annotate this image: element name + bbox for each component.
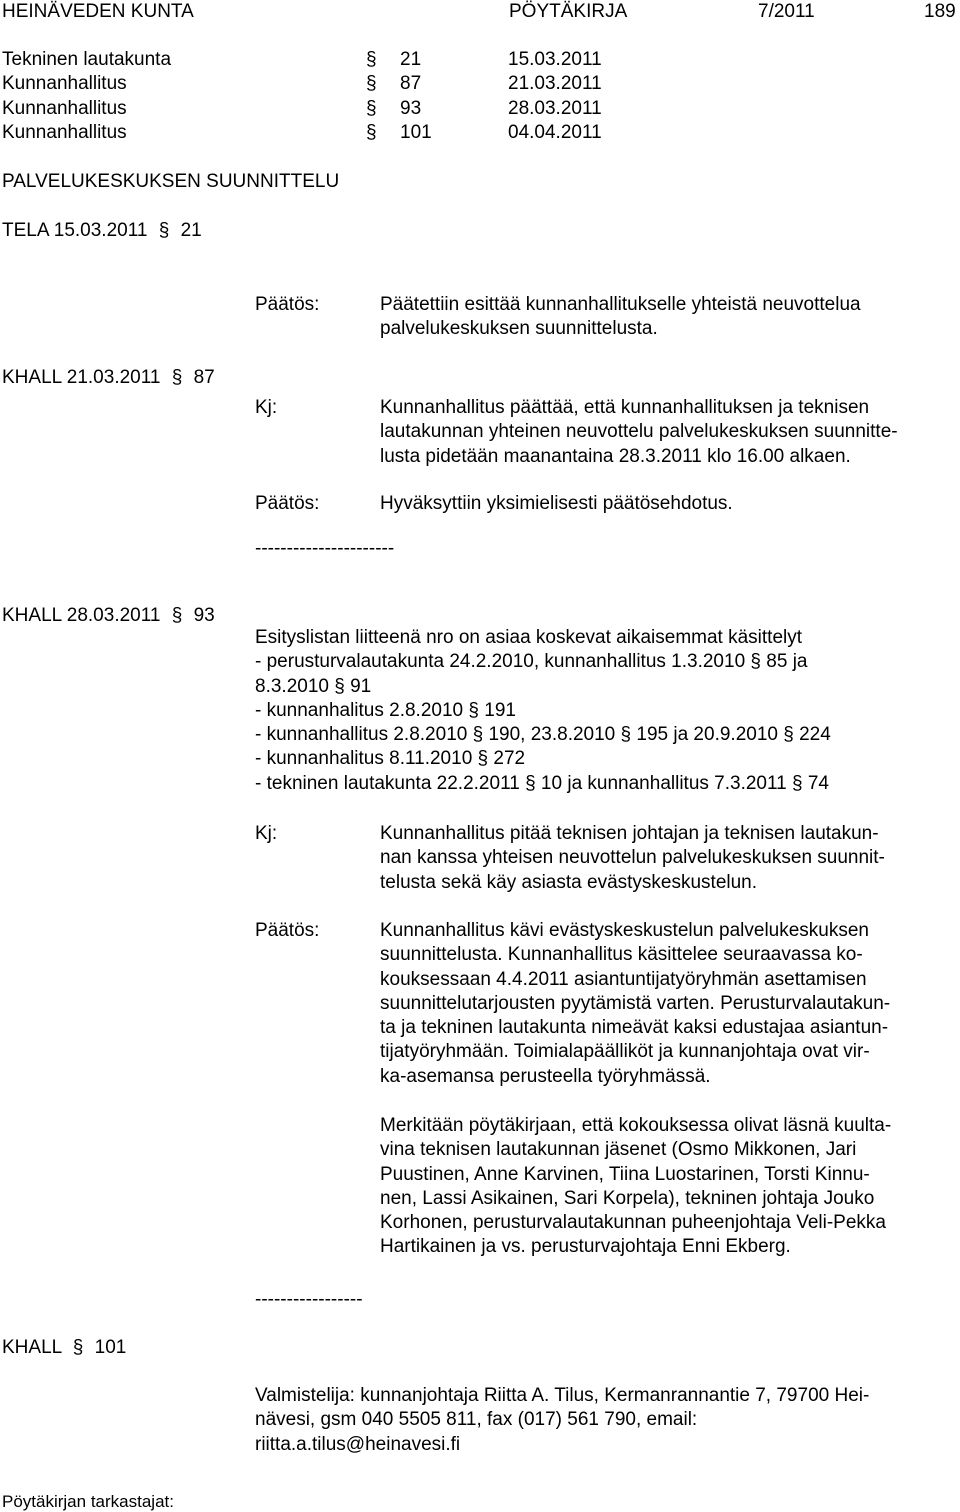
khall101-ref	[2, 1336, 126, 1360]
text-segment: 74	[802, 772, 829, 794]
khall93-decision	[380, 919, 890, 1089]
section-symbol: §	[158, 220, 170, 241]
separator: ----------------------	[255, 538, 395, 559]
text-segment: 272	[488, 748, 526, 770]
text-segment: 190, 23.8.2010	[483, 724, 621, 746]
text-segment: - kunnanhalitus 8.11.2010	[255, 748, 478, 770]
khall93-section: 93	[193, 605, 215, 626]
body-section: 101	[400, 122, 432, 143]
text-line: Kunnanhallitus kävi evästyskeskustelun palvelukeskuksen	[380, 920, 869, 941]
text-segment: - perusturvalautakunta 24.2.2010, kunnanhallitus 1.3.2010	[255, 651, 751, 673]
section-symbol: §	[468, 699, 479, 721]
text-segment: 224	[793, 724, 831, 746]
section-symbol: §	[366, 73, 377, 94]
text-line: suunnittelutarjousten pyytämistä varten. Perusturvalautakun-	[380, 992, 891, 1014]
khall93-ref	[2, 604, 215, 628]
history-line	[255, 699, 831, 723]
section-symbol: §	[366, 98, 377, 119]
text-line: Merkitään pöytäkirjaan, että kokouksessa olivat läsnä kuulta-	[380, 1115, 892, 1136]
section-symbol: §	[525, 772, 536, 794]
text-segment: 91	[344, 675, 372, 697]
section-symbol: §	[171, 367, 183, 388]
header-org: HEINÄVEDEN KUNTA	[2, 1, 194, 22]
section-symbol: §	[472, 724, 484, 746]
body-name: Kunnanhallitus	[2, 73, 127, 94]
text-line: Kunnanhallitus päättää, että kunnanhallituksen ja teknisen	[380, 397, 870, 418]
text-line: suunnittelusta. Kunnanhallitus käsittelee seuraavassa ko-	[380, 944, 863, 966]
text-segment: - kunnanhallitus 2.8.2010	[255, 724, 473, 746]
body-section: 93	[400, 98, 422, 119]
section-symbol: §	[334, 675, 345, 697]
section-symbol: §	[783, 724, 794, 746]
body-date: 28.03.2011	[508, 98, 602, 119]
tela-section: 21	[180, 220, 202, 241]
decision-label: Päätös:	[255, 294, 320, 315]
text-line: telusta sekä käy asiasta evästyskeskustelun.	[380, 871, 758, 893]
khall93-proposal	[380, 822, 885, 895]
body-name: Tekninen lautakunta	[2, 49, 172, 70]
page-title: PALVELUKESKUKSEN SUUNNITTELU	[2, 171, 340, 192]
decision-label: Päätös:	[255, 920, 320, 941]
khall101-label: KHALL	[2, 1337, 62, 1358]
body-name: Kunnanhallitus	[2, 122, 127, 143]
text-segment: 85 ja	[761, 651, 808, 673]
text-line: Puustinen, Anne Karvinen, Tiina Luostarinen, Torsti Kinnu-	[380, 1163, 870, 1185]
text-line: vina teknisen lautakunnan jäsenet (Osmo Mikkonen, Jari	[380, 1139, 857, 1161]
history-line	[255, 747, 831, 771]
section-symbol: §	[366, 122, 377, 143]
tela-decision	[380, 293, 861, 342]
separator: -----------------	[255, 1289, 363, 1310]
text-line: Hartikainen ja vs. perusturvajohtaja Enni Ekberg.	[380, 1236, 791, 1258]
khall87-proposal	[380, 396, 898, 469]
text-segment: - tekninen lautakunta 22.2.2011	[255, 772, 526, 794]
text-segment: Esityslistan liitteenä nro on asiaa koskevat aikaisemmat käsittelyt	[255, 627, 803, 648]
history-line	[255, 650, 831, 674]
text-line: Valmistelija: kunnanjohtaja Riitta A. Tilus, Kermanrannantie 7, 79700 Hei-	[255, 1385, 870, 1406]
proposal-label: Kj:	[255, 397, 278, 418]
footer-label: Pöytäkirjan tarkastajat:	[2, 1492, 174, 1511]
text-line: lusta pidetään maanantaina 28.3.2011 klo 16.00 alkaen.	[380, 445, 851, 467]
section-symbol: §	[620, 724, 632, 746]
text-line: ta ja tekninen lautakunta nimeävät kaksi edustajaa asiantun-	[380, 1017, 889, 1039]
text-line: palvelukeskuksen suunnittelusta.	[380, 318, 658, 340]
khall87-decision: Hyväksyttiin yksimielisesti päätösehdotus.	[380, 493, 733, 514]
khall101-section: 101	[94, 1337, 127, 1358]
section-symbol: §	[366, 49, 377, 70]
khall93-history	[255, 626, 831, 796]
khall93-date: KHALL 28.03.2011	[2, 605, 161, 626]
history-line	[255, 772, 831, 796]
text-segment: 195 ja 20.9.2010	[631, 724, 784, 746]
text-line: nen, Lassi Asikainen, Sari Korpela), tekninen johtaja Jouko	[380, 1187, 875, 1209]
body-section: 87	[400, 73, 422, 94]
text-line: Kunnanhallitus pitää teknisen johtajan ja teknisen lautakun-	[380, 823, 879, 844]
khall87-date: KHALL 21.03.2011	[2, 367, 161, 388]
body-date: 04.04.2011	[508, 122, 602, 143]
section-symbol: §	[792, 772, 803, 794]
text-line: nävesi, gsm 040 5505 811, fax (017) 561 790, email:	[255, 1409, 698, 1431]
header-doc-type: PÖYTÄKIRJA	[509, 1, 628, 22]
text-line: tijatyöryhmään. Toimialapäälliköt ja kunnanjohtaja ovat vir-	[380, 1041, 870, 1063]
header-page: 189	[924, 1, 956, 22]
khall93-note	[380, 1114, 891, 1260]
body-date: 15.03.2011	[508, 49, 602, 70]
proposal-label: Kj:	[255, 823, 278, 844]
tela-date: TELA 15.03.2011	[2, 220, 148, 241]
khall87-section: 87	[193, 367, 215, 388]
text-line: Päätettiin esittää kunnanhallitukselle yhteistä neuvottelua	[380, 294, 861, 315]
khall87-ref	[2, 366, 215, 390]
text-segment: - kunnanhalitus 2.8.2010	[255, 699, 469, 721]
text-segment: 10 ja kunnanhallitus 7.3.2011	[535, 772, 792, 794]
history-line	[255, 626, 831, 650]
khall101-preparer	[255, 1384, 869, 1457]
section-symbol: §	[750, 651, 761, 673]
section-symbol: §	[72, 1337, 84, 1358]
body-date: 21.03.2011	[508, 73, 602, 94]
text-line: nan kanssa yhteisen neuvottelun palvelukeskuksen suunnit-	[380, 847, 885, 869]
tela-ref	[2, 219, 202, 243]
history-line	[255, 675, 831, 699]
decision-label: Päätös:	[255, 493, 320, 514]
text-line: lautakunnan yhteinen neuvottelu palvelukeskuksen suunnitte-	[380, 421, 898, 443]
text-line: riitta.a.tilus@heinavesi.fi	[255, 1433, 461, 1455]
text-line: ka-asemansa perusteella työryhmässä.	[380, 1065, 711, 1087]
text-segment: 191	[478, 699, 516, 721]
section-symbol: §	[477, 748, 489, 770]
body-name: Kunnanhallitus	[2, 98, 127, 119]
text-line: kouksessaan 4.4.2011 asiantuntijatyöryhmän asettamisen	[380, 968, 867, 990]
section-symbol: §	[171, 605, 183, 626]
header-number: 7/2011	[758, 1, 815, 22]
body-section: 21	[400, 49, 422, 70]
text-line: Korhonen, perusturvalautakunnan puheenjohtaja Veli-Pekka	[380, 1212, 886, 1234]
text-segment: 8.3.2010	[255, 675, 335, 697]
history-line	[255, 723, 831, 747]
